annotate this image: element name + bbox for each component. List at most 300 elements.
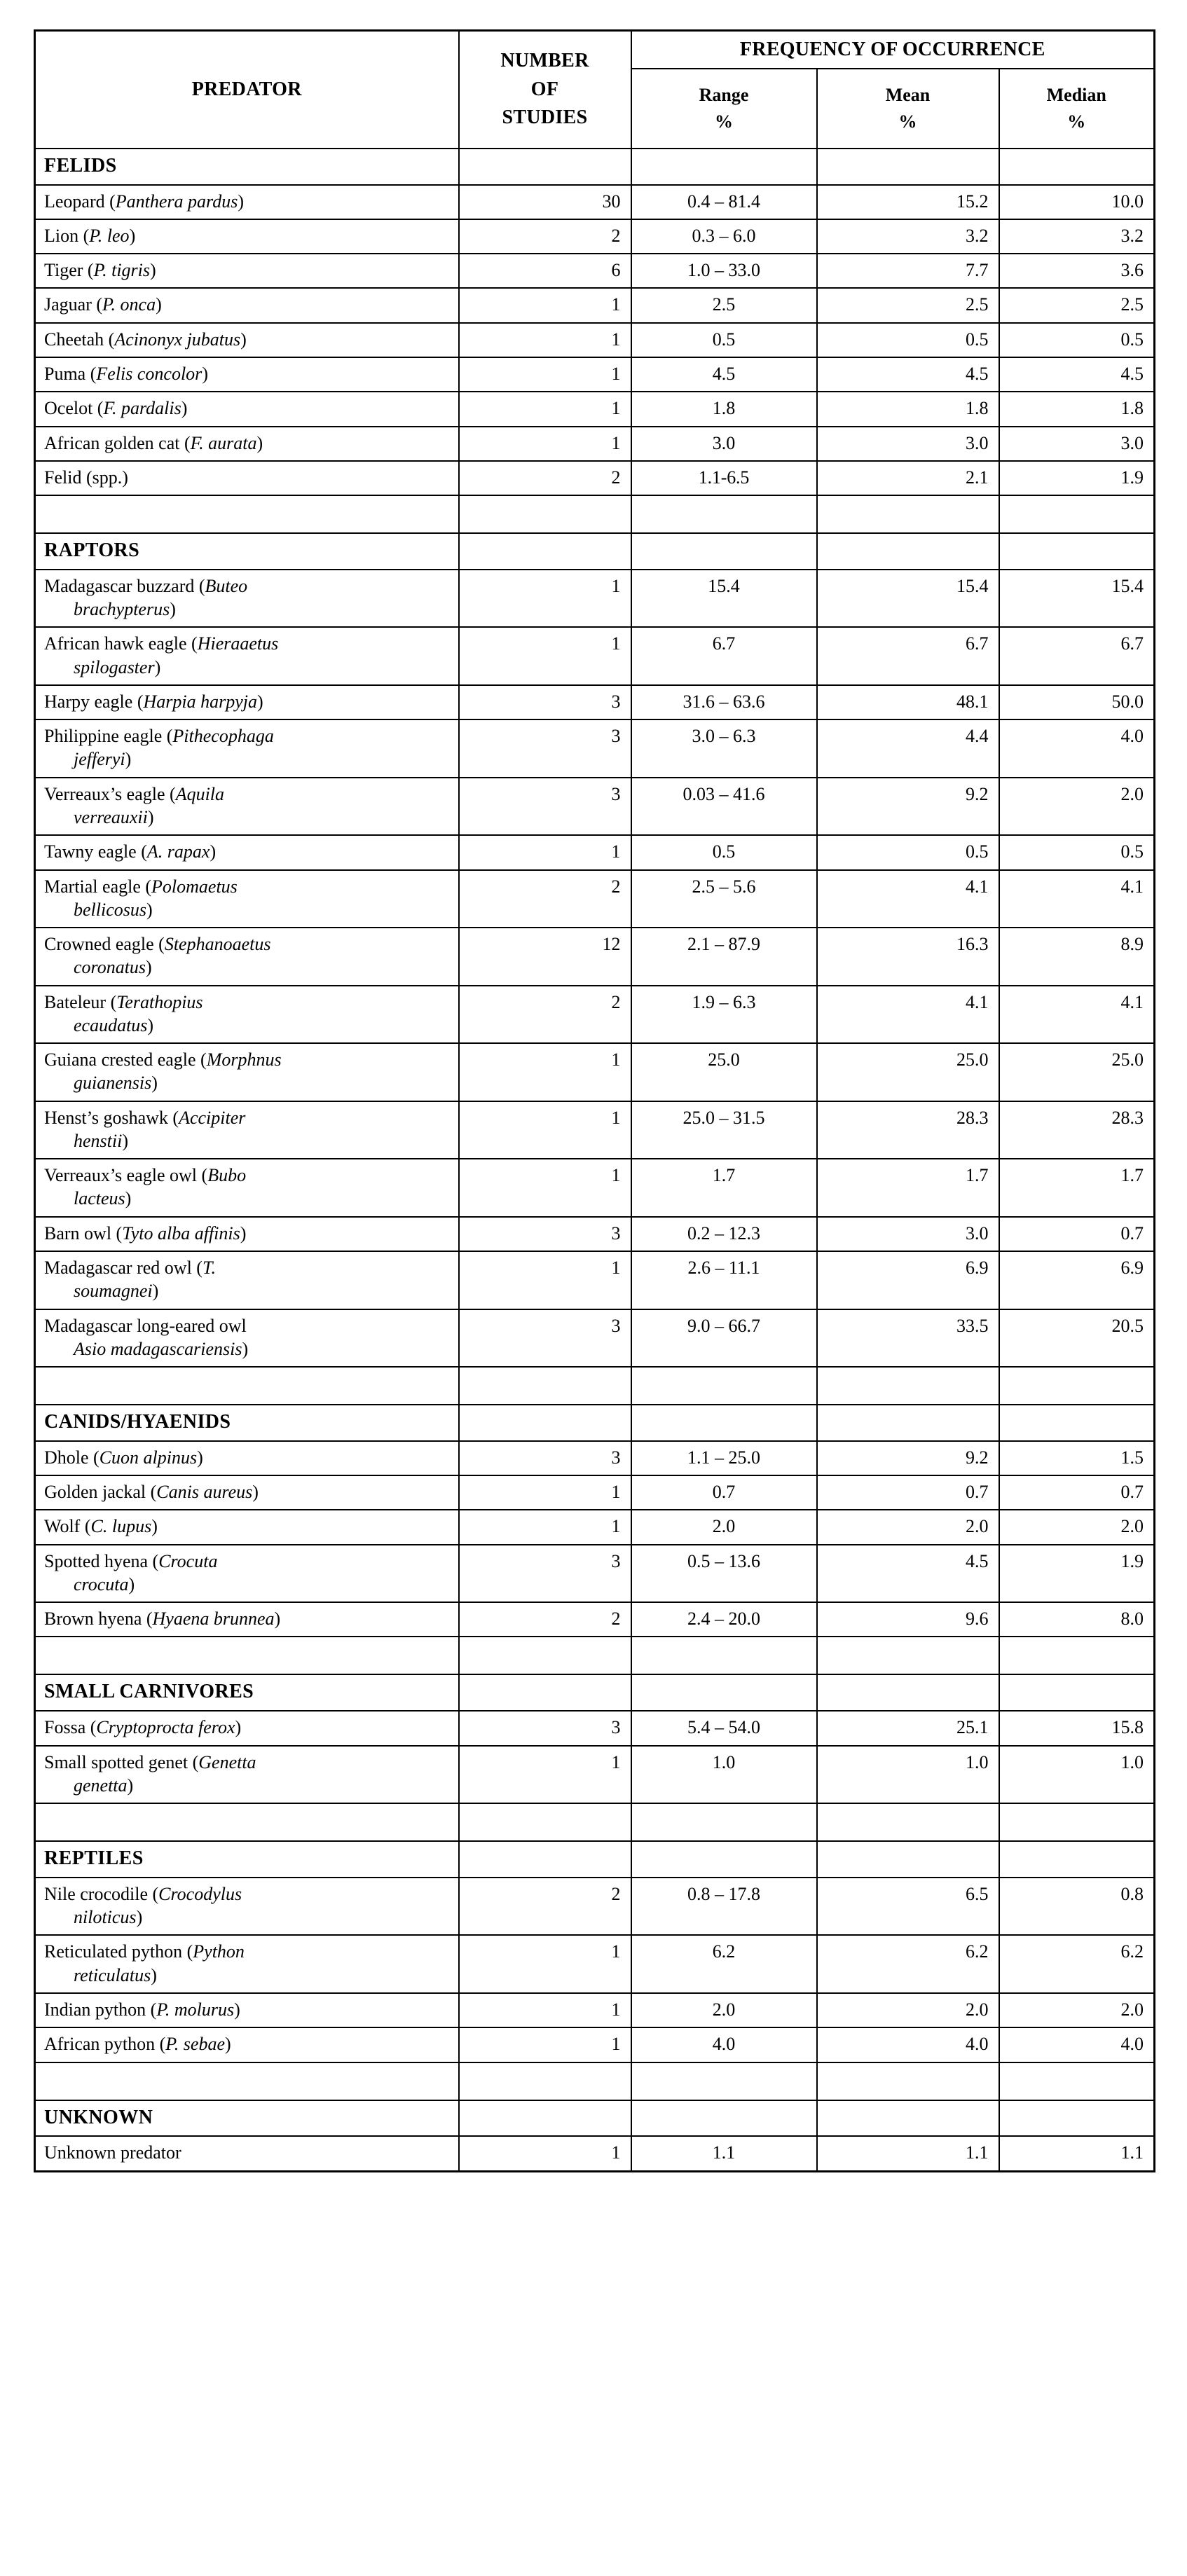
header-line-studies: STUDIES — [502, 106, 588, 129]
group-empty-median — [999, 533, 1155, 570]
spacer-cell — [817, 1637, 999, 1674]
cell-range: 1.7 — [631, 1159, 817, 1217]
cell-predator: Henst’s goshawk (Accipiter henstii) — [35, 1101, 459, 1159]
cell-mean: 1.1 — [817, 2136, 999, 2171]
cell-range: 1.1 – 25.0 — [631, 1441, 817, 1475]
cell-median: 1.5 — [999, 1441, 1155, 1475]
cell-number-of-studies: 2 — [459, 461, 631, 495]
cell-mean: 0.7 — [817, 1475, 999, 1510]
cell-mean: 4.5 — [817, 357, 999, 392]
predator-frequency-table — [34, 29, 1155, 2172]
group-empty-range — [631, 2100, 817, 2137]
cell-range: 0.8 – 17.8 — [631, 1878, 817, 1936]
cell-range: 0.3 – 6.0 — [631, 219, 817, 254]
column-header-predator: PREDATOR — [35, 31, 459, 149]
cell-median: 0.5 — [999, 323, 1155, 357]
cell-predator: Dhole (Cuon alpinus) — [35, 1441, 459, 1475]
group-label: SMALL CARNIVORES — [35, 1674, 459, 1711]
cell-median: 8.0 — [999, 1602, 1155, 1637]
cell-median: 6.9 — [999, 1251, 1155, 1309]
table-row — [35, 1935, 1155, 1993]
spacer-cell — [631, 1637, 817, 1674]
cell-median: 6.7 — [999, 627, 1155, 685]
cell-median: 1.1 — [999, 2136, 1155, 2171]
table-row — [35, 185, 1155, 219]
cell-predator: Madagascar buzzard (Buteo brachypterus) — [35, 570, 459, 628]
cell-number-of-studies: 1 — [459, 1746, 631, 1804]
cell-range: 15.4 — [631, 570, 817, 628]
cell-number-of-studies: 3 — [459, 1309, 631, 1368]
spacer-cell — [999, 1367, 1155, 1405]
cell-number-of-studies: 1 — [459, 288, 631, 322]
cell-median: 1.9 — [999, 1545, 1155, 1603]
group-empty-mean — [817, 1405, 999, 1441]
cell-range: 0.5 – 13.6 — [631, 1545, 817, 1603]
mean-unit: % — [898, 111, 917, 132]
group-empty-mean — [817, 149, 999, 185]
group-header-row — [35, 533, 1155, 570]
cell-median: 1.9 — [999, 461, 1155, 495]
cell-mean: 0.5 — [817, 835, 999, 869]
cell-number-of-studies: 1 — [459, 627, 631, 685]
spacer-row — [35, 1803, 1155, 1841]
cell-number-of-studies: 1 — [459, 1993, 631, 2027]
cell-range: 3.0 – 6.3 — [631, 719, 817, 778]
cell-mean: 48.1 — [817, 685, 999, 719]
table-row — [35, 2136, 1155, 2171]
spacer-row — [35, 495, 1155, 533]
cell-median: 2.5 — [999, 288, 1155, 322]
table-row — [35, 357, 1155, 392]
cell-median: 1.7 — [999, 1159, 1155, 1217]
cell-predator: Harpy eagle (Harpia harpyja) — [35, 685, 459, 719]
table-row — [35, 427, 1155, 461]
cell-median: 50.0 — [999, 685, 1155, 719]
cell-median: 2.0 — [999, 1510, 1155, 1544]
cell-mean: 3.2 — [817, 219, 999, 254]
spacer-cell — [631, 2062, 817, 2100]
table-row — [35, 685, 1155, 719]
spacer-cell — [999, 495, 1155, 533]
cell-mean: 2.0 — [817, 1993, 999, 2027]
cell-median: 6.2 — [999, 1935, 1155, 1993]
cell-predator: Martial eagle (Polomaetus bellicosus) — [35, 870, 459, 928]
table-row — [35, 1602, 1155, 1637]
group-label: RAPTORS — [35, 533, 459, 570]
mean-label: Mean — [885, 85, 931, 106]
cell-number-of-studies: 1 — [459, 1475, 631, 1510]
cell-predator: Tawny eagle (A. rapax) — [35, 835, 459, 869]
cell-predator: Ocelot (F. pardalis) — [35, 392, 459, 426]
cell-number-of-studies: 1 — [459, 835, 631, 869]
cell-range: 2.6 – 11.1 — [631, 1251, 817, 1309]
cell-median: 4.1 — [999, 986, 1155, 1044]
cell-predator: Verreaux’s eagle (Aquila verreauxii) — [35, 778, 459, 836]
cell-range: 2.5 — [631, 288, 817, 322]
cell-mean: 15.2 — [817, 185, 999, 219]
cell-range: 2.0 — [631, 1993, 817, 2027]
group-label: REPTILES — [35, 1841, 459, 1878]
cell-median: 2.0 — [999, 778, 1155, 836]
cell-number-of-studies: 3 — [459, 719, 631, 778]
cell-predator: Leopard (Panthera pardus) — [35, 185, 459, 219]
cell-range: 0.03 – 41.6 — [631, 778, 817, 836]
cell-median: 15.8 — [999, 1711, 1155, 1745]
cell-mean: 9.2 — [817, 778, 999, 836]
cell-range: 0.4 – 81.4 — [631, 185, 817, 219]
group-empty-range — [631, 149, 817, 185]
cell-median: 8.9 — [999, 928, 1155, 986]
table-row — [35, 2027, 1155, 2062]
group-empty-range — [631, 533, 817, 570]
header-row-primary — [35, 31, 1155, 69]
cell-predator: Unknown predator — [35, 2136, 459, 2171]
table-row — [35, 778, 1155, 836]
cell-predator: Jaguar (P. onca) — [35, 288, 459, 322]
table-row — [35, 461, 1155, 495]
cell-number-of-studies: 30 — [459, 185, 631, 219]
cell-predator: Indian python (P. molurus) — [35, 1993, 459, 2027]
cell-predator: Crowned eagle (Stephanoaetus coronatus) — [35, 928, 459, 986]
cell-predator: Puma (Felis concolor) — [35, 357, 459, 392]
cell-mean: 4.1 — [817, 986, 999, 1044]
cell-mean: 28.3 — [817, 1101, 999, 1159]
cell-range: 6.2 — [631, 1935, 817, 1993]
cell-mean: 15.4 — [817, 570, 999, 628]
cell-number-of-studies: 2 — [459, 1878, 631, 1936]
table-row — [35, 928, 1155, 986]
group-empty-studies — [459, 1405, 631, 1441]
column-header-frequency-of-occurrence: FREQUENCY OF OCCURRENCE — [631, 31, 1155, 69]
cell-range: 1.0 — [631, 1746, 817, 1804]
cell-median: 0.7 — [999, 1475, 1155, 1510]
cell-range: 25.0 — [631, 1043, 817, 1101]
spacer-cell — [631, 495, 817, 533]
table-row — [35, 1309, 1155, 1368]
cell-predator: Lion (P. leo) — [35, 219, 459, 254]
cell-mean: 7.7 — [817, 254, 999, 288]
table-row — [35, 719, 1155, 778]
table-row — [35, 254, 1155, 288]
cell-mean: 0.5 — [817, 323, 999, 357]
cell-number-of-studies: 1 — [459, 427, 631, 461]
cell-median: 1.8 — [999, 392, 1155, 426]
spacer-cell — [817, 1367, 999, 1405]
cell-mean: 3.0 — [817, 1217, 999, 1251]
cell-median: 2.0 — [999, 1993, 1155, 2027]
cell-number-of-studies: 3 — [459, 1441, 631, 1475]
cell-range: 0.2 – 12.3 — [631, 1217, 817, 1251]
cell-median: 25.0 — [999, 1043, 1155, 1101]
table-row — [35, 1441, 1155, 1475]
column-header-median — [999, 69, 1155, 149]
cell-range: 2.1 – 87.9 — [631, 928, 817, 986]
cell-mean: 4.4 — [817, 719, 999, 778]
cell-predator: African golden cat (F. aurata) — [35, 427, 459, 461]
spacer-cell — [459, 1367, 631, 1405]
cell-number-of-studies: 1 — [459, 392, 631, 426]
cell-mean: 2.5 — [817, 288, 999, 322]
cell-number-of-studies: 2 — [459, 986, 631, 1044]
column-header-mean — [817, 69, 999, 149]
cell-number-of-studies: 1 — [459, 1159, 631, 1217]
cell-predator: Cheetah (Acinonyx jubatus) — [35, 323, 459, 357]
cell-mean: 6.7 — [817, 627, 999, 685]
cell-range: 5.4 – 54.0 — [631, 1711, 817, 1745]
group-label: FELIDS — [35, 149, 459, 185]
cell-median: 0.5 — [999, 835, 1155, 869]
cell-median: 4.0 — [999, 719, 1155, 778]
group-empty-mean — [817, 533, 999, 570]
spacer-cell — [35, 495, 459, 533]
table-row — [35, 1159, 1155, 1217]
cell-predator: Barn owl (Tyto alba affinis) — [35, 1217, 459, 1251]
cell-predator: Nile crocodile (Crocodylus niloticus) — [35, 1878, 459, 1936]
cell-mean: 6.2 — [817, 1935, 999, 1993]
cell-median: 4.1 — [999, 870, 1155, 928]
cell-range: 3.0 — [631, 427, 817, 461]
cell-range: 0.5 — [631, 835, 817, 869]
cell-mean: 4.5 — [817, 1545, 999, 1603]
table-row — [35, 1510, 1155, 1544]
spacer-row — [35, 1367, 1155, 1405]
group-header-row — [35, 2100, 1155, 2137]
cell-median: 28.3 — [999, 1101, 1155, 1159]
cell-number-of-studies: 1 — [459, 570, 631, 628]
cell-mean: 16.3 — [817, 928, 999, 986]
group-header-row — [35, 1674, 1155, 1711]
table-sheet — [34, 29, 1153, 2172]
spacer-cell — [459, 2062, 631, 2100]
column-header-number-of-studies — [459, 31, 631, 149]
cell-number-of-studies: 3 — [459, 685, 631, 719]
group-empty-mean — [817, 1674, 999, 1711]
cell-mean: 25.0 — [817, 1043, 999, 1101]
table-row — [35, 392, 1155, 426]
table-row — [35, 323, 1155, 357]
group-empty-median — [999, 1674, 1155, 1711]
cell-predator: Verreaux’s eagle owl (Bubo lacteus) — [35, 1159, 459, 1217]
cell-median: 3.6 — [999, 254, 1155, 288]
cell-mean: 9.2 — [817, 1441, 999, 1475]
cell-range: 1.0 – 33.0 — [631, 254, 817, 288]
spacer-cell — [999, 1803, 1155, 1841]
cell-predator: Bateleur (Terathopius ecaudatus) — [35, 986, 459, 1044]
cell-predator: Madagascar long-eared owl Asio madagascariensis) — [35, 1309, 459, 1368]
cell-predator: Spotted hyena (Crocuta crocuta) — [35, 1545, 459, 1603]
cell-mean: 1.8 — [817, 392, 999, 426]
table-row — [35, 219, 1155, 254]
cell-number-of-studies: 3 — [459, 1217, 631, 1251]
spacer-cell — [999, 2062, 1155, 2100]
cell-mean: 6.5 — [817, 1878, 999, 1936]
group-empty-median — [999, 149, 1155, 185]
cell-number-of-studies: 6 — [459, 254, 631, 288]
cell-predator: Brown hyena (Hyaena brunnea) — [35, 1602, 459, 1637]
cell-predator: Tiger (P. tigris) — [35, 254, 459, 288]
cell-number-of-studies: 2 — [459, 1602, 631, 1637]
cell-range: 0.7 — [631, 1475, 817, 1510]
cell-predator: Fossa (Cryptoprocta ferox) — [35, 1711, 459, 1745]
cell-number-of-studies: 1 — [459, 357, 631, 392]
cell-number-of-studies: 1 — [459, 1510, 631, 1544]
spacer-row — [35, 1637, 1155, 1674]
cell-mean: 2.1 — [817, 461, 999, 495]
cell-mean: 3.0 — [817, 427, 999, 461]
cell-range: 1.1-6.5 — [631, 461, 817, 495]
cell-number-of-studies: 1 — [459, 1251, 631, 1309]
cell-predator: African hawk eagle (Hieraaetus spilogaster) — [35, 627, 459, 685]
group-empty-median — [999, 2100, 1155, 2137]
cell-number-of-studies: 12 — [459, 928, 631, 986]
cell-mean: 1.0 — [817, 1746, 999, 1804]
spacer-cell — [35, 1803, 459, 1841]
spacer-cell — [999, 1637, 1155, 1674]
spacer-cell — [631, 1367, 817, 1405]
group-empty-mean — [817, 1841, 999, 1878]
table-row — [35, 1878, 1155, 1936]
cell-mean: 25.1 — [817, 1711, 999, 1745]
cell-range: 0.5 — [631, 323, 817, 357]
spacer-cell — [817, 1803, 999, 1841]
cell-mean: 9.6 — [817, 1602, 999, 1637]
cell-median: 4.5 — [999, 357, 1155, 392]
cell-predator: African python (P. sebae) — [35, 2027, 459, 2062]
cell-range: 1.1 — [631, 2136, 817, 2171]
median-unit: % — [1067, 111, 1086, 132]
cell-predator: Madagascar red owl (T. soumagnei) — [35, 1251, 459, 1309]
table-row — [35, 1475, 1155, 1510]
table-row — [35, 870, 1155, 928]
range-label: Range — [699, 85, 749, 106]
group-header-row — [35, 149, 1155, 185]
cell-mean: 33.5 — [817, 1309, 999, 1368]
group-empty-studies — [459, 1674, 631, 1711]
table-head — [35, 31, 1155, 149]
cell-range: 1.8 — [631, 392, 817, 426]
cell-range: 6.7 — [631, 627, 817, 685]
cell-number-of-studies: 1 — [459, 323, 631, 357]
table-row — [35, 1746, 1155, 1804]
cell-predator: Small spotted genet (Genetta genetta) — [35, 1746, 459, 1804]
cell-median: 3.0 — [999, 427, 1155, 461]
cell-range: 4.5 — [631, 357, 817, 392]
cell-predator: Golden jackal (Canis aureus) — [35, 1475, 459, 1510]
cell-number-of-studies: 3 — [459, 778, 631, 836]
table-row — [35, 1711, 1155, 1745]
cell-range: 2.0 — [631, 1510, 817, 1544]
cell-predator: Reticulated python (Python reticulatus) — [35, 1935, 459, 1993]
cell-mean: 4.1 — [817, 870, 999, 928]
cell-range: 2.5 – 5.6 — [631, 870, 817, 928]
group-empty-median — [999, 1841, 1155, 1878]
table-row — [35, 288, 1155, 322]
cell-median: 4.0 — [999, 2027, 1155, 2062]
cell-mean: 6.9 — [817, 1251, 999, 1309]
cell-median: 0.8 — [999, 1878, 1155, 1936]
cell-predator: Felid (spp.) — [35, 461, 459, 495]
group-empty-studies — [459, 533, 631, 570]
cell-predator: Wolf (C. lupus) — [35, 1510, 459, 1544]
cell-range: 2.4 – 20.0 — [631, 1602, 817, 1637]
group-empty-mean — [817, 2100, 999, 2137]
cell-predator: Philippine eagle (Pithecophaga jefferyi) — [35, 719, 459, 778]
group-header-row — [35, 1841, 1155, 1878]
cell-number-of-studies: 1 — [459, 1043, 631, 1101]
cell-number-of-studies: 1 — [459, 1101, 631, 1159]
cell-number-of-studies: 1 — [459, 2027, 631, 2062]
table-row — [35, 1993, 1155, 2027]
cell-median: 20.5 — [999, 1309, 1155, 1368]
cell-median: 10.0 — [999, 185, 1155, 219]
table-row — [35, 1101, 1155, 1159]
cell-median: 3.2 — [999, 219, 1155, 254]
table-row — [35, 1217, 1155, 1251]
spacer-cell — [35, 1637, 459, 1674]
table-row — [35, 1545, 1155, 1603]
group-empty-range — [631, 1405, 817, 1441]
cell-number-of-studies: 2 — [459, 219, 631, 254]
group-empty-range — [631, 1841, 817, 1878]
table-row — [35, 986, 1155, 1044]
cell-range: 31.6 – 63.6 — [631, 685, 817, 719]
cell-median: 15.4 — [999, 570, 1155, 628]
group-header-row — [35, 1405, 1155, 1441]
spacer-cell — [817, 495, 999, 533]
group-empty-studies — [459, 1841, 631, 1878]
group-empty-range — [631, 1674, 817, 1711]
spacer-cell — [817, 2062, 999, 2100]
column-header-range — [631, 69, 817, 149]
median-label: Median — [1046, 85, 1106, 106]
cell-range: 9.0 – 66.7 — [631, 1309, 817, 1368]
table-row — [35, 1043, 1155, 1101]
group-label: UNKNOWN — [35, 2100, 459, 2137]
cell-number-of-studies: 3 — [459, 1711, 631, 1745]
spacer-cell — [459, 1803, 631, 1841]
cell-range: 4.0 — [631, 2027, 817, 2062]
table-body — [35, 149, 1155, 2171]
group-empty-studies — [459, 149, 631, 185]
cell-range: 25.0 – 31.5 — [631, 1101, 817, 1159]
spacer-cell — [459, 1637, 631, 1674]
spacer-cell — [35, 1367, 459, 1405]
table-row — [35, 627, 1155, 685]
range-unit: % — [715, 111, 733, 132]
cell-median: 1.0 — [999, 1746, 1155, 1804]
cell-mean: 2.0 — [817, 1510, 999, 1544]
header-line-number: NUMBER — [500, 50, 589, 72]
table-row — [35, 835, 1155, 869]
table-row — [35, 1251, 1155, 1309]
table-row — [35, 570, 1155, 628]
cell-median: 0.7 — [999, 1217, 1155, 1251]
cell-predator: Guiana crested eagle (Morphnus guianensis) — [35, 1043, 459, 1101]
cell-number-of-studies: 2 — [459, 870, 631, 928]
spacer-cell — [459, 495, 631, 533]
cell-number-of-studies: 3 — [459, 1545, 631, 1603]
header-line-of: OF — [530, 78, 559, 100]
spacer-row — [35, 2062, 1155, 2100]
group-empty-studies — [459, 2100, 631, 2137]
group-label: CANIDS/HYAENIDS — [35, 1405, 459, 1441]
group-empty-median — [999, 1405, 1155, 1441]
cell-number-of-studies: 1 — [459, 1935, 631, 1993]
cell-number-of-studies: 1 — [459, 2136, 631, 2171]
cell-mean: 4.0 — [817, 2027, 999, 2062]
cell-range: 1.9 – 6.3 — [631, 986, 817, 1044]
spacer-cell — [631, 1803, 817, 1841]
